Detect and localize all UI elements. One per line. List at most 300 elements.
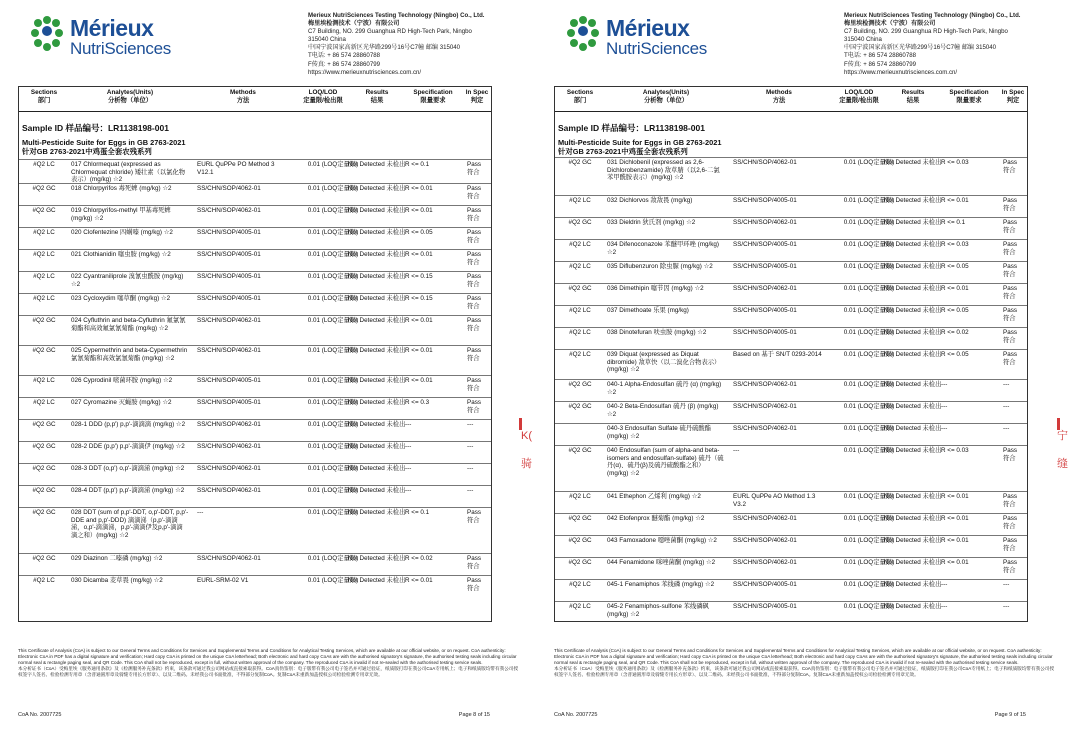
cell-method: SS/CHN/SOP/4005-01 [733, 581, 797, 588]
cell-result: Not Detected 未检出 [884, 447, 942, 454]
company-logo [564, 12, 707, 62]
table-row [19, 227, 491, 249]
cell-loq: 0.01 (LOQ定量限) [843, 559, 895, 566]
cell-analyte: 043 Famoxadone 噁唑菌酮 (mg/kg) ☆2 [607, 537, 717, 544]
cell-analyte: 034 Difenoconazole 苯醚甲环唑 (mg/kg) ☆2 [607, 241, 719, 256]
cell-result: Not Detected 未检出 [348, 185, 406, 192]
cell-spec: R <= 0.15 [405, 295, 433, 302]
cell-inspec: Pass 符合 [467, 399, 481, 414]
cell-loq: 0.01 (LOQ定量限) [843, 263, 895, 270]
cell-spec: R <= 0.05 [405, 229, 433, 236]
cell-section: #Q2 GC [32, 347, 56, 354]
cell-analyte: 032 Dichlorvos 敌敌畏 (mg/kg) [607, 197, 693, 204]
cell-analyte: 045-1 Fenamiphos 苯线磷 (mg/kg) ☆2 [607, 581, 715, 588]
cell-result: Not Detected 未检出 [884, 159, 942, 166]
cell-spec: R <= 0.03 [941, 159, 969, 166]
cell-loq: 0.01 (LOQ定量限) [843, 603, 895, 610]
cell-inspec: --- [467, 443, 474, 450]
sample-id: Sample ID 样品编号：LR1138198-001 [558, 123, 705, 133]
cell-section: #Q2 LC [33, 295, 55, 302]
cell-result: Not Detected 未检出 [884, 603, 942, 610]
cell-method: SS/CHN/SOP/4005-01 [733, 241, 797, 248]
table-row [555, 239, 1027, 261]
cell-inspec: Pass 符合 [467, 161, 481, 176]
cell-analyte: 017 Chlormequat (expressed as Chlormequat chloride) 矮壮素（以氯化物表示）(mg/kg) ☆2 [71, 161, 186, 184]
table-row [19, 315, 491, 345]
company-postcode: 315040 China [308, 36, 346, 44]
paging-seal-text: 宁 [1057, 430, 1068, 442]
table-row [19, 249, 491, 271]
cell-inspec: Pass 符合 [1003, 329, 1017, 344]
cell-section: #Q2 GC [32, 487, 56, 494]
table-row [555, 601, 1027, 623]
cell-spec: R <= 0.05 [941, 351, 969, 358]
cell-loq: 0.01 (LOQ定量限) [307, 509, 359, 516]
table-row [19, 293, 491, 315]
cell-analyte: 022 Cyantraniliprole 溴氰虫酰胺 (mg/kg) ☆2 [71, 273, 184, 288]
cell-loq: 0.01 (LOQ定量限) [307, 465, 359, 472]
cell-section: #Q2 LC [569, 263, 591, 270]
cell-analyte: 031 Dichlobenil (expressed as 2,6-Dichlorobenzamide) 敌草腈（以2,6-二氯苯甲酰胺表示）(mg/kg) ☆2 [607, 159, 720, 182]
cell-loq: 0.01 (LOQ定量限) [307, 487, 359, 494]
cell-loq: 0.01 (LOQ定量限) [307, 229, 359, 236]
cell-spec: --- [941, 381, 948, 388]
company-name-en: Merieux NutriSciences Testing Technology (Ningbo) Co., Ltd. [308, 12, 485, 19]
cell-analyte: 039 Diquat (expressed as Diquat dibromide) 敌草快（以二溴化合物表示）(mg/kg) ☆2 [607, 351, 721, 374]
cell-result: Not Detected 未检出 [348, 347, 406, 354]
cell-inspec: --- [467, 465, 474, 472]
cell-loq: 0.01 (LOQ定量限) [307, 185, 359, 192]
cell-spec: R <= 0.01 [405, 207, 433, 214]
company-tel: T电话: + 86 574 28860788 [844, 52, 916, 60]
company-address-en: C7 Building, NO. 299 Guanghua RD High-Tech Park, Ningbo [844, 28, 1008, 36]
cell-method: SS/CHN/SOP/4005-01 [733, 263, 797, 270]
table-row [555, 401, 1027, 423]
cell-analyte: 040-1 Alpha-Endosulfan 硫丹 (α) (mg/kg) ☆2 [607, 381, 722, 396]
cell-section: #Q2 GC [568, 403, 592, 410]
cell-section: #Q2 LC [569, 197, 591, 204]
cell-inspec: Pass 符合 [1003, 351, 1017, 366]
table-row [555, 445, 1027, 491]
cell-result: Not Detected 未检出 [884, 329, 942, 336]
cell-loq: 0.01 (LOQ定量限) [843, 403, 895, 410]
cell-inspec: Pass 符合 [467, 229, 481, 244]
cell-section: #Q2 GC [32, 317, 56, 324]
cell-loq: 0.01 (LOQ定量限) [307, 207, 359, 214]
cell-analyte: 040 Endosulfan (sum of alpha-and beta-isomers and endosulfan-sulfate) 硫丹（硫丹(α)、硫丹(β)及硫丹硫酸酯之和）(mg/kg) ☆2 [607, 447, 724, 477]
cell-spec: --- [405, 465, 412, 472]
cell-section: #Q2 GC [32, 555, 56, 562]
cell-method: SS/CHN/SOP/4005-01 [197, 229, 261, 236]
cell-loq: 0.01 (LOQ定量限) [843, 241, 895, 248]
cell-analyte: 036 Dimethipin 噻节因 (mg/kg) ☆2 [607, 285, 704, 292]
table-row [19, 485, 491, 507]
cell-result: Not Detected 未检出 [884, 403, 942, 410]
cell-analyte: 028-2 DDE (p,p') p,p'-滴滴伊 (mg/kg) ☆2 [71, 443, 185, 450]
cell-result: Not Detected 未检出 [348, 443, 406, 450]
cell-method: SS/CHN/SOP/4062-01 [197, 317, 261, 324]
cell-method: SS/CHN/SOP/4062-01 [733, 219, 797, 226]
cell-result: Not Detected 未检出 [348, 465, 406, 472]
cell-loq: 0.01 (LOQ定量限) [843, 447, 895, 454]
company-tel: T电话: + 86 574 28860788 [308, 52, 380, 60]
cell-inspec: Pass 符合 [467, 317, 481, 332]
cell-spec: R <= 0.01 [941, 197, 969, 204]
results-table [554, 86, 1028, 622]
cell-loq: 0.01 (LOQ定量限) [307, 555, 359, 562]
seal-edge-mark [1057, 418, 1060, 430]
coa-number: CoA No. 2007725 [554, 712, 598, 718]
cell-section: #Q2 LC [569, 329, 591, 336]
results-table [18, 86, 492, 622]
cell-spec: R <= 0.01 [941, 493, 969, 500]
logo-text-line1: Mérieux [70, 15, 154, 41]
table-row [19, 553, 491, 575]
cell-analyte: 028-1 DDD (p,p') p,p'-滴滴滴 (mg/kg) ☆2 [71, 421, 186, 428]
cell-spec: R <= 0.01 [941, 285, 969, 292]
cell-section: #Q2 GC [568, 559, 592, 566]
cell-inspec: Pass 符合 [467, 509, 481, 524]
cell-result: Not Detected 未检出 [884, 425, 942, 432]
cell-section: #Q2 GC [32, 421, 56, 428]
cell-analyte: 023 Cycloxydim 噻草酮 (mg/kg) ☆2 [71, 295, 171, 302]
cell-spec: R <= 0.02 [941, 329, 969, 336]
cell-spec: R <= 0.1 [405, 509, 430, 516]
cell-spec: --- [941, 581, 948, 588]
cell-inspec: --- [467, 487, 474, 494]
table-row [19, 441, 491, 463]
cell-inspec: --- [1003, 581, 1010, 588]
cell-inspec: Pass 符合 [1003, 447, 1017, 462]
cell-result: Not Detected 未检出 [348, 487, 406, 494]
cell-section: #Q2 LC [33, 577, 55, 584]
report-page-right [536, 0, 1072, 750]
cell-section: #Q2 GC [32, 185, 56, 192]
cell-section: #Q2 GC [568, 537, 592, 544]
cell-method: SS/CHN/SOP/4062-01 [197, 207, 261, 214]
header-inspec: In Spec 判定 [1001, 89, 1025, 104]
cell-method: SS/CHN/SOP/4062-01 [197, 185, 261, 192]
cell-inspec: Pass 符合 [1003, 515, 1017, 530]
header-sections: Sections 部门 [30, 89, 58, 104]
cell-loq: 0.01 (LOQ定量限) [843, 329, 895, 336]
cell-inspec: --- [467, 421, 474, 428]
cell-spec: R <= 0.01 [405, 347, 433, 354]
cell-inspec: Pass 符合 [467, 577, 481, 592]
cell-loq: 0.01 (LOQ定量限) [843, 285, 895, 292]
cell-analyte: 033 Dieldrin 狄氏剂 (mg/kg) ☆2 [607, 219, 696, 226]
sample-id: Sample ID 样品编号：LR1138198-001 [22, 123, 169, 133]
cell-method: SS/CHN/SOP/4005-01 [197, 295, 261, 302]
company-logo [28, 12, 171, 62]
cell-loq: 0.01 (LOQ定量限) [307, 377, 359, 384]
cell-method: EURL-SRM-02 V1 [197, 577, 249, 584]
cell-result: Not Detected 未检出 [884, 381, 942, 388]
cell-section: #Q2 LC [33, 273, 55, 280]
table-row [555, 379, 1027, 401]
cell-method: SS/CHN/SOP/4062-01 [733, 425, 797, 432]
cell-method: SS/CHN/SOP/4005-01 [197, 273, 261, 280]
company-postcode: 315040 China [844, 36, 882, 44]
footer-terms: This Certificate of Analysis (CoA) is subject to our General Terms and Conditions for Services and Supplemental Terms and Conditions for Analytical Testing Services, which are available at our official website, or on request. CoA authenticity: Electronic CoA in PDF has a digital signature and verification; Hard copy CoA is printed on the unique CoA letterhead; Both electronic and hard copy CoAs are with the authorised signatory's signature, the authorised testing seals including circular normal seal & rectangle paging seal, and QR Code. This CoA shall not be reproduced, except in full, without written approval of the company. The reproduced CoA is invalid if not re-sealed with the authorised testing service seals. 本分析证书（CoA）受梅里埃《服务通用条款》及《检测服务补充条款》约束，该条款可通过我公司网站或直接索取获得。CoA真伪鉴别：电子版带有我公司电子签名并可通过验证，纸质版打印在我公司CoA专用纸上；电子和纸质版均带有我公司授权签字人签名、检验检测专用章（含普通圆形章及骑缝专用长方形章）、以及二维码。未经我公司书面批准，不得部分复制CoA。复制CoA未重新加盖授权公司检验检测专用章无效。 [554, 648, 1054, 677]
coa-number: CoA No. 2007725 [18, 712, 62, 718]
cell-result: Not Detected 未检出 [348, 317, 406, 324]
cell-spec: --- [405, 443, 412, 450]
cell-method: SS/CHN/SOP/4062-01 [197, 443, 261, 450]
cell-section: #Q2 GC [32, 465, 56, 472]
paging-seal-text: K( [521, 430, 532, 442]
cell-method: SS/CHN/SOP/4005-01 [733, 329, 797, 336]
cell-inspec: Pass 符合 [467, 207, 481, 222]
cell-spec: --- [405, 487, 412, 494]
company-info [308, 12, 533, 77]
table-header [555, 87, 1027, 112]
cell-loq: 0.01 (LOQ定量限) [307, 399, 359, 406]
cell-method: EURL QuPPe AO Method 1.3 V3.2 [733, 493, 816, 508]
company-fax: F传真: + 86 574 28860799 [844, 60, 916, 68]
table-row [19, 375, 491, 397]
cell-loq: 0.01 (LOQ定量限) [843, 581, 895, 588]
cell-method: Based on 基于 SN/T 0293-2014 [733, 351, 822, 358]
table-row [555, 579, 1027, 601]
cell-inspec: --- [1003, 381, 1010, 388]
cell-analyte: 025 Cypermethrin and beta-Cypermethrin 氯氰菊酯和高效氯氰菊酯 (mg/kg) ☆2 [71, 347, 188, 362]
cell-loq: 0.01 (LOQ定量限) [307, 443, 359, 450]
header-spec: Specification 限量要求 [949, 89, 989, 104]
cell-loq: 0.01 (LOQ定量限) [307, 347, 359, 354]
cell-inspec: --- [1003, 403, 1010, 410]
cell-inspec: Pass 符合 [1003, 241, 1017, 256]
cell-loq: 0.01 (LOQ定量限) [843, 307, 895, 314]
cell-analyte: 040-2 Beta-Endosulfan 硫丹 (β) (mg/kg) ☆2 [607, 403, 719, 418]
table-row [555, 283, 1027, 305]
cell-method: SS/CHN/SOP/4062-01 [733, 515, 797, 522]
cell-loq: 0.01 (LOQ定量限) [843, 197, 895, 204]
cell-spec: R <= 0.01 [405, 185, 433, 192]
table-row [555, 261, 1027, 283]
cell-analyte: 042 Etofenprox 醚菊酯 (mg/kg) ☆2 [607, 515, 705, 522]
cell-result: Not Detected 未检出 [884, 197, 942, 204]
cell-result: Not Detected 未检出 [348, 207, 406, 214]
cell-section: #Q2 LC [33, 251, 55, 258]
cell-spec: R <= 0.02 [405, 555, 433, 562]
company-address-cn: 中国宁波国家高新区光华路299号16号C7幢 邮编 315040 [844, 44, 997, 52]
company-address-en: C7 Building, NO. 299 Guanghua RD High-Tech Park, Ningbo [308, 28, 472, 36]
cell-analyte: 024 Cyfluthrin and beta-Cyfluthrin 氟氯氰菊酯和高效氟氯氰菊酯 (mg/kg) ☆2 [71, 317, 186, 332]
cell-spec: --- [941, 603, 948, 610]
cell-result: Not Detected 未检出 [884, 537, 942, 544]
cell-method: SS/CHN/SOP/4005-01 [733, 307, 797, 314]
cell-method: SS/CHN/SOP/4062-01 [197, 421, 261, 428]
company-name-cn: 梅里埃检测技术（宁波）有限公司 [844, 20, 936, 28]
table-row [19, 575, 491, 597]
cell-spec: R <= 0.01 [405, 577, 433, 584]
table-row [555, 491, 1027, 513]
cell-result: Not Detected 未检出 [348, 577, 406, 584]
seal-edge-mark [519, 418, 522, 430]
cell-analyte: 045-2 Fenamiphos-sulfone 苯线磷砜 (mg/kg) ☆2 [607, 603, 709, 618]
header-analytes: Analytes(Units) 分析物（单位） [106, 89, 154, 104]
cell-result: Not Detected 未检出 [348, 555, 406, 562]
table-row [555, 195, 1027, 217]
cell-result: Not Detected 未检出 [348, 377, 406, 384]
cell-section: #Q2 GC [568, 219, 592, 226]
cell-method: SS/CHN/SOP/4062-01 [733, 559, 797, 566]
cell-loq: 0.01 (LOQ定量限) [843, 493, 895, 500]
cell-result: Not Detected 未检出 [348, 509, 406, 516]
cell-inspec: Pass 符合 [1003, 263, 1017, 278]
header-spec: Specification 限量要求 [413, 89, 453, 104]
cell-spec: R <= 0.3 [405, 399, 430, 406]
table-row [555, 157, 1027, 195]
cell-section: #Q2 GC [568, 285, 592, 292]
cell-section: #Q2 LC [33, 377, 55, 384]
cell-inspec: --- [1003, 425, 1010, 432]
footer-terms: This Certificate of Analysis (CoA) is subject to our General Terms and Conditions for Services and Supplemental Terms and Conditions for Analytical Testing Services, which are available at our official website, or on request. CoA authenticity: Electronic CoA in PDF has a digital signature and verification; Hard copy CoA is printed on the unique CoA letterhead; Both electronic and hard copy CoAs are with the authorised signatory's signature, the authorised testing seals including circular normal seal & rectangle paging seal, and QR Code. This CoA shall not be reproduced, except in full, without written approval of the company. The reproduced CoA is invalid if not re-sealed with the authorised testing service seals. 本分析证书（CoA）受梅里埃《服务通用条款》及《检测服务补充条款》约束，该条款可通过我公司网站或直接索取获得。CoA真伪鉴别：电子版带有我公司电子签名并可通过验证，纸质版打印在我公司CoA专用纸上；电子和纸质版均带有我公司授权签字人签名、检验检测专用章（含普通圆形章及骑缝专用长方形章）、以及二维码。未经我公司书面批准，不得部分复制CoA。复制CoA未重新加盖授权公司检验检测专用章无效。 [18, 648, 518, 677]
header-sections: Sections 部门 [566, 89, 594, 104]
cell-loq: 0.01 (LOQ定量限) [843, 537, 895, 544]
suite-title: Multi-Pesticide Suite for Eggs in GB 2763-2021 针对GB 2763-2021中鸡蛋全套农残系列 [22, 138, 186, 156]
cell-loq: 0.01 (LOQ定量限) [307, 421, 359, 428]
cell-section: #Q2 GC [568, 447, 592, 454]
cell-loq: 0.01 (LOQ定量限) [307, 161, 359, 168]
cell-method: SS/CHN/SOP/4005-01 [733, 603, 797, 610]
cell-section: #Q2 GC [568, 381, 592, 388]
cell-section: #Q2 LC [569, 581, 591, 588]
cell-method: SS/CHN/SOP/4062-01 [197, 487, 261, 494]
table-row [555, 535, 1027, 557]
cell-analyte: 018 Chlorpyrifos 毒死蜱 (mg/kg) ☆2 [71, 185, 172, 192]
cell-analyte: 044 Fenamidone 咪唑菌酮 (mg/kg) ☆2 [607, 559, 716, 566]
company-name-en: Merieux NutriSciences Testing Technology (Ningbo) Co., Ltd. [844, 12, 1021, 19]
cell-loq: 0.01 (LOQ定量限) [843, 351, 895, 358]
cell-result: Not Detected 未检出 [348, 295, 406, 302]
logo-text-line2: NutriSciences [606, 39, 707, 58]
cell-analyte: 021 Clothianidin 噻虫胺 (mg/kg) ☆2 [71, 251, 171, 258]
cell-result: Not Detected 未检出 [884, 219, 942, 226]
cell-spec: R <= 0.01 [941, 537, 969, 544]
cell-result: Not Detected 未检出 [884, 559, 942, 566]
cell-loq: 0.01 (LOQ定量限) [843, 381, 895, 388]
table-row [555, 423, 1027, 445]
header-loq: LOQ/LOD 定量限/检出限 [303, 89, 343, 104]
cell-section: #Q2 GC [32, 509, 56, 516]
header-methods: Methods 方法 [230, 89, 256, 104]
cell-result: Not Detected 未检出 [884, 263, 942, 270]
header-analytes: Analytes(Units) 分析物（单位） [642, 89, 690, 104]
table-row [555, 217, 1027, 239]
table-row [555, 327, 1027, 349]
cell-spec: R <= 0.01 [405, 317, 433, 324]
company-info [844, 12, 1069, 77]
table-header [19, 87, 491, 112]
cell-loq: 0.01 (LOQ定量限) [843, 515, 895, 522]
cell-loq: 0.01 (LOQ定量限) [843, 219, 895, 226]
company-name-cn: 梅里埃检测技术（宁波）有限公司 [308, 20, 400, 28]
cell-section: #Q2 LC [569, 493, 591, 500]
cell-inspec: Pass 符合 [467, 295, 481, 310]
cell-inspec: Pass 符合 [1003, 219, 1017, 234]
cell-section: #Q2 LC [33, 399, 55, 406]
company-website[interactable]: https://www.merieuxnutrisciences.com.cn/ [308, 68, 422, 76]
cell-analyte: 019 Chlorpyrifos-methyl 甲基毒死蜱 (mg/kg) ☆2 [71, 207, 171, 222]
cell-section: #Q2 LC [33, 229, 55, 236]
table-row [19, 345, 491, 375]
page-number: Page 9 of 15 [994, 712, 1026, 718]
table-row [19, 159, 491, 183]
cell-analyte: 026 Cyprodinil 嘧菌环胺 (mg/kg) ☆2 [71, 377, 173, 384]
page-number: Page 8 of 15 [458, 712, 490, 718]
cell-inspec: Pass 符合 [1003, 307, 1017, 322]
cell-spec: R <= 0.01 [941, 559, 969, 566]
cell-analyte: 041 Ethephon 乙烯利 (mg/kg) ☆2 [607, 493, 701, 500]
cell-method: SS/CHN/SOP/4005-01 [197, 377, 261, 384]
cell-method: SS/CHN/SOP/4062-01 [197, 555, 261, 562]
cell-inspec: --- [1003, 603, 1010, 610]
cell-inspec: Pass 符合 [467, 251, 481, 266]
cell-analyte: 040-3 Endosulfan Sulfate 硫丹硫酸酯 (mg/kg) ☆2 [607, 425, 711, 440]
cell-method: SS/CHN/SOP/4005-01 [197, 251, 261, 258]
cell-analyte: 035 Diflubenzuron 除虫脲 (mg/kg) ☆2 [607, 263, 713, 270]
cell-result: Not Detected 未检出 [348, 161, 406, 168]
table-row [555, 349, 1027, 379]
table-row [19, 463, 491, 485]
cell-inspec: Pass 符合 [1003, 537, 1017, 552]
cell-result: Not Detected 未检出 [884, 241, 942, 248]
cell-loq: 0.01 (LOQ定量限) [307, 251, 359, 258]
cell-method: EURL QuPPe PO Method 3 V12.1 [197, 161, 275, 176]
table-row [19, 397, 491, 419]
cell-method: SS/CHN/SOP/4062-01 [197, 347, 261, 354]
cell-spec: R <= 0.01 [941, 515, 969, 522]
company-website[interactable]: https://www.merieuxnutrisciences.com.cn/ [844, 68, 958, 76]
logo-text-line2: NutriSciences [70, 39, 171, 58]
table-row [19, 507, 491, 553]
table-row [555, 305, 1027, 327]
cell-result: Not Detected 未检出 [884, 307, 942, 314]
cell-result: Not Detected 未检出 [348, 273, 406, 280]
logo-text-line1: Mérieux [606, 15, 690, 41]
logo-mark-icon [28, 14, 66, 58]
cell-method: SS/CHN/SOP/4062-01 [733, 537, 797, 544]
cell-result: Not Detected 未检出 [884, 581, 942, 588]
cell-analyte: 027 Cyromazine 灭蝇胺 (mg/kg) ☆2 [71, 399, 172, 406]
cell-method: SS/CHN/SOP/4062-01 [733, 285, 797, 292]
header-inspec: In Spec 判定 [465, 89, 489, 104]
cell-method: SS/CHN/SOP/4062-01 [197, 465, 261, 472]
cell-result: Not Detected 未检出 [348, 229, 406, 236]
cell-spec: R <= 0.15 [405, 273, 433, 280]
cell-result: Not Detected 未检出 [884, 351, 942, 358]
cell-spec: --- [405, 421, 412, 428]
cell-method: SS/CHN/SOP/4062-01 [733, 381, 797, 388]
cell-method: --- [733, 447, 740, 454]
cell-inspec: Pass 符合 [467, 347, 481, 362]
cell-inspec: Pass 符合 [467, 555, 481, 570]
cell-spec: R <= 0.01 [405, 251, 433, 258]
cell-inspec: Pass 符合 [467, 273, 481, 288]
cell-method: SS/CHN/SOP/4005-01 [197, 399, 261, 406]
paging-seal-text-2: 缝 [1057, 458, 1068, 470]
cell-spec: --- [941, 403, 948, 410]
cell-inspec: Pass 符合 [1003, 159, 1017, 174]
cell-loq: 0.01 (LOQ定量限) [843, 159, 895, 166]
cell-result: Not Detected 未检出 [348, 421, 406, 428]
cell-method: SS/CHN/SOP/4062-01 [733, 403, 797, 410]
company-fax: F传真: + 86 574 28860799 [308, 60, 380, 68]
cell-spec: R <= 0.01 [405, 377, 433, 384]
table-row [19, 271, 491, 293]
